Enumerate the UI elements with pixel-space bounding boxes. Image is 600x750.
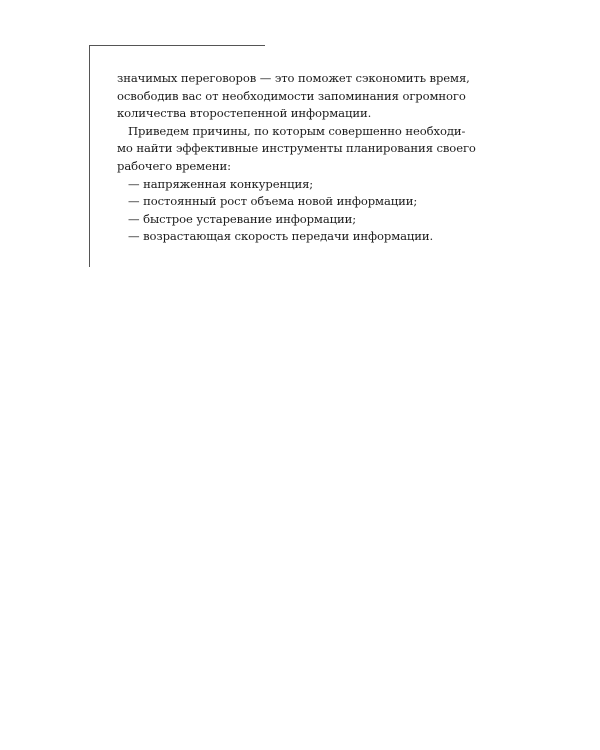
text-line: рабочего времени: bbox=[117, 158, 231, 173]
crop-mark-left bbox=[89, 45, 90, 267]
text-line: освободив вас от необходимости запоминания огромного bbox=[117, 88, 466, 103]
list-item: — возрастающая скорость передачи информации. bbox=[128, 229, 434, 244]
list-item: — постоянный рост объема новой информации; bbox=[128, 194, 418, 209]
body-text bbox=[117, 70, 476, 246]
text-line: количества второстепенной информации. bbox=[117, 106, 372, 121]
crop-mark-top bbox=[89, 45, 265, 46]
list-item: — напряженная конкуренция; bbox=[128, 176, 314, 191]
paragraph-start-line: Приведем причины, по которым совершенно необходи- bbox=[128, 123, 466, 138]
text-line: значимых переговоров — это поможет сэкономить время, bbox=[117, 71, 470, 85]
text-line: мо найти эффективные инструменты планирования своего bbox=[117, 141, 476, 156]
list-item: — быстрое устаревание информации; bbox=[128, 211, 357, 226]
